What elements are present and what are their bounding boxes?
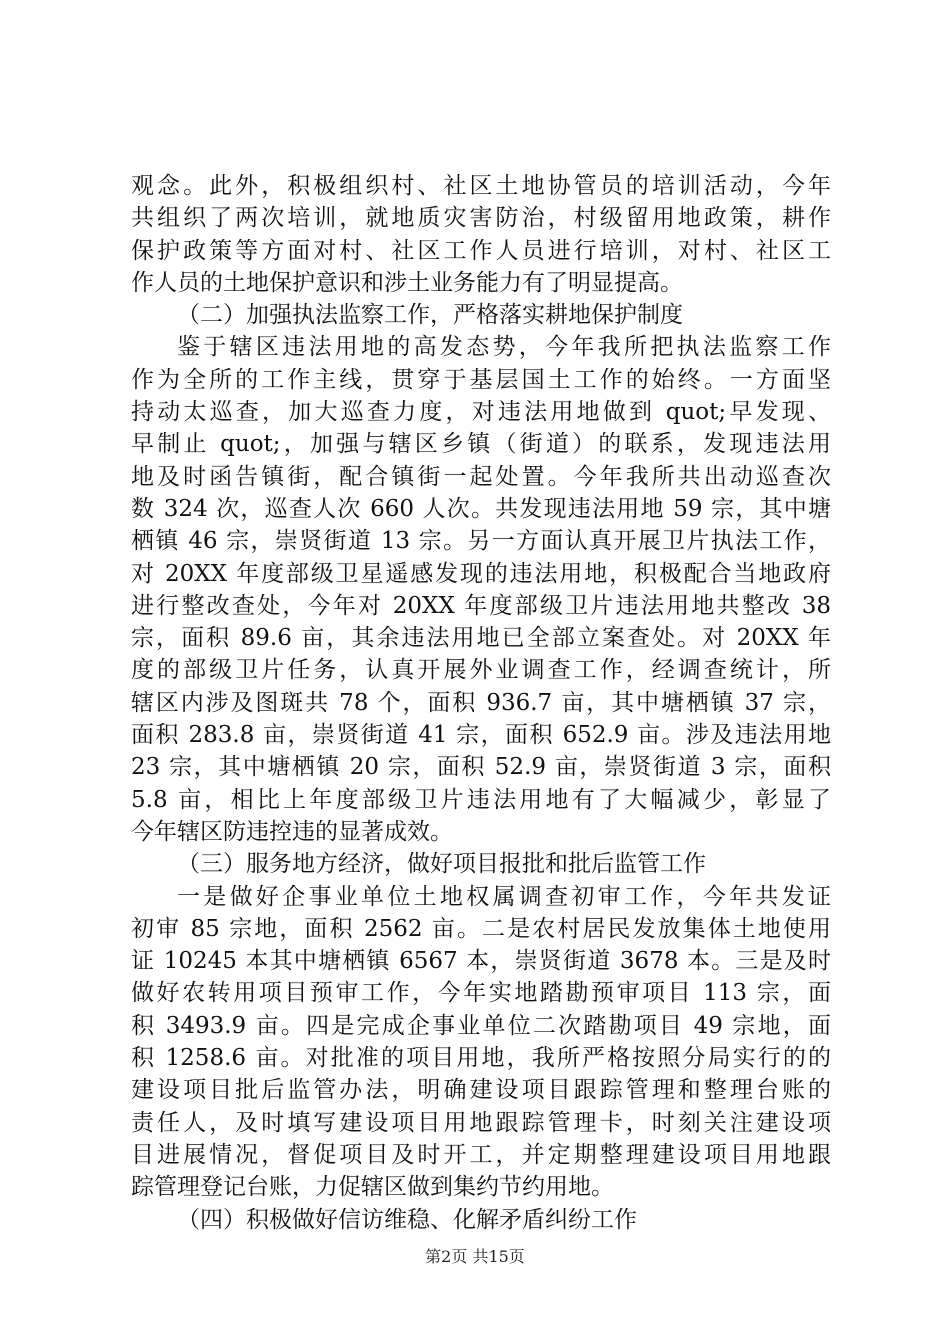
section-heading-2: （二）加强执法监察工作，严格落实耕地保护制度 [177, 302, 683, 329]
body-line: 23 宗，其中塘栖镇 20 宗，面积 52.9 亩，崇贤街道 3 宗，面积 [131, 754, 831, 781]
body-line: 鉴于辖区违法用地的高发态势，今年我所把执法监察工作 [177, 334, 831, 361]
body-line: 地及时函告镇街，配合镇街一起处置。今年我所共出动巡查次 [131, 463, 831, 490]
body-line: 数 324 次，巡查人次 660 人次。共发现违法用地 59 宗，其中塘 [131, 495, 831, 522]
body-line: 积 3493.9 亩。四是完成企事业单位二次踏勘项目 49 宗地，面 [131, 1012, 831, 1039]
body-line: 栖镇 46 宗，崇贤街道 13 宗。另一方面认真开展卫片执法工作， [131, 528, 831, 555]
body-line: 5.8 亩，相比上年度部级卫片违法用地有了大幅减少，彰显了 [131, 786, 831, 813]
section-heading-3: （三）服务地方经济，做好项目报批和批后监管工作 [177, 851, 706, 878]
body-line: 初审 85 宗地，面积 2562 亩。二是农村居民发放集体土地使用 [131, 915, 831, 942]
body-line: 保护政策等方面对村、社区工作人员进行培训，对村、社区工 [131, 237, 831, 264]
body-line: 积 1258.6 亩。对批准的项目用地，我所严格按照分局实行的的 [131, 1045, 831, 1072]
body-line: 目进展情况，督促项目及时开工，并定期整理建设项目用地跟 [131, 1141, 831, 1168]
body-line: 度的部级卫片任务，认真开展外业调查工作，经调查统计，所 [131, 657, 831, 684]
body-line: 今年辖区防违控违的显著成效。 [131, 818, 453, 845]
body-line: 宗，面积 89.6 亩，其余违法用地已全部立案查处。对 20XX 年 [131, 625, 831, 652]
body-line: 共组织了两次培训，就地质灾害防治，村级留用地政策，耕作 [131, 205, 831, 232]
body-line: 作为全所的工作主线，贯穿于基层国土工作的始终。一方面坚 [131, 366, 831, 393]
body-line: 面积 283.8 亩，崇贤街道 41 宗，面积 652.9 亩。涉及违法用地 [131, 722, 831, 749]
body-line: 对 20XX 年度部级卫星遥感发现的违法用地，积极配合当地政府 [131, 560, 831, 587]
body-line: 持动太巡查，加大巡查力度，对违法用地做到 quot;早发现、 [131, 399, 831, 426]
body-line: 踪管理登记台账，力促辖区做到集约节约用地。 [131, 1174, 614, 1201]
body-line: 做好农转用项目预审工作，今年实地踏勘预审项目 113 宗，面 [131, 980, 831, 1007]
body-line: 建设项目批后监管办法，明确建设项目跟踪管理和整理台账的 [131, 1077, 831, 1104]
page-number: 第2页 共15页 [425, 1247, 525, 1266]
body-line: 证 10245 本其中塘栖镇 6567 本，崇贤街道 3678 本。三是及时 [131, 948, 831, 975]
body-line: 一是做好企事业单位土地权属调查初审工作，今年共发证 [177, 883, 831, 910]
document-body [131, 170, 831, 1236]
body-line: 早制止 quot;，加强与辖区乡镇（街道）的联系，发现违法用 [131, 431, 831, 458]
body-line: 进行整改查处，今年对 20XX 年度部级卫片违法用地共整改 38 [131, 592, 831, 619]
body-line: 辖区内涉及图斑共 78 个，面积 936.7 亩，其中塘栖镇 37 宗， [131, 689, 831, 716]
body-line: 责任人，及时填写建设项目用地跟踪管理卡，时刻关注建设项 [131, 1109, 831, 1136]
body-line: 作人员的土地保护意识和涉土业务能力有了明显提高。 [131, 269, 683, 296]
section-heading-4: （四）积极做好信访维稳、化解矛盾纠纷工作 [177, 1206, 637, 1233]
body-line: 观念。此外，积极组织村、社区土地协管员的培训活动，今年 [131, 173, 831, 199]
